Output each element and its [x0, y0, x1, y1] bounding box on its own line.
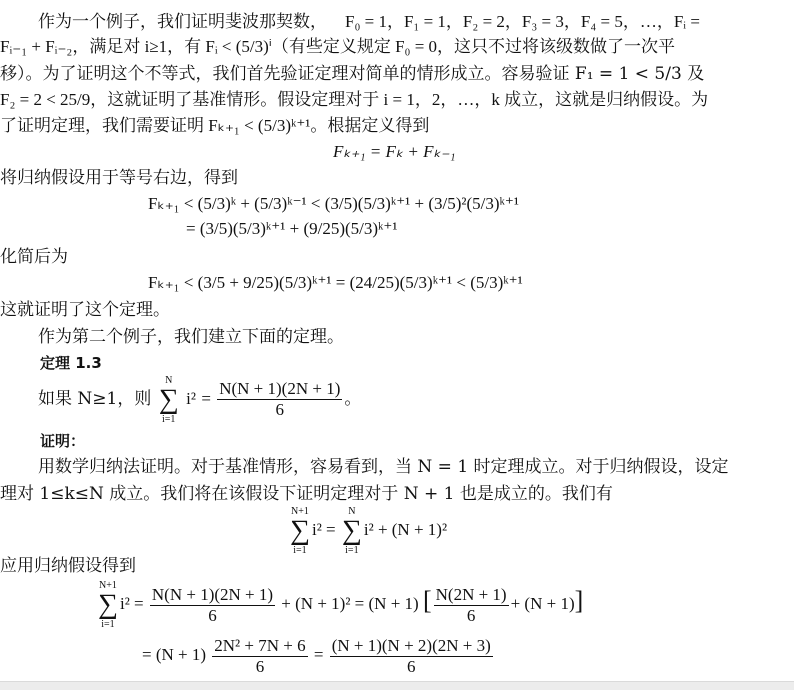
proof-label: 证明： — [40, 432, 86, 450]
paragraph-line-7: 化简后为 — [0, 247, 68, 267]
fraction-numerator: N(N + 1)(2N + 1) — [219, 379, 341, 398]
paragraph-line-1a: 作为一个例子，我们证明斐波那契数， — [38, 12, 327, 32]
paragraph-line-3: 移）。为了证明这个不等式，我们首先验证定理对简单的情形成立。容易验证 F₁ = 1 < 5/3 及 — [0, 64, 705, 84]
paragraph-line-11: 理对 1≤k≤N 成立。我们将在该假设下证明定理对于 N + 1 也是成立的。我们有 — [0, 484, 613, 504]
paragraph-line-1b: F₀ = 1，F₁ = 1，F₂ = 2，F₃ = 3，F₄ = 5，…，Fᵢ = — [345, 12, 700, 31]
theorem-label: 定理 1.3 — [40, 354, 102, 372]
equation-step-1: Fₖ₊₁ < (5/3)ᵏ + (5/3)ᵏ⁻¹ < (3/5)(5/3)ᵏ⁺¹ + (3/5)²(5/3)ᵏ⁺¹ — [148, 194, 519, 213]
paragraph-line-5: 了证明定理，我们需要证明 Fₖ₊₁ < (5/3)ᵏ⁺¹。根据定义得到 — [0, 116, 430, 135]
summation-symbol: N+1 ∑ i=1 — [98, 580, 118, 631]
equation-fibonacci-def: Fₖ₊₁ = Fₖ + Fₖ₋₁ — [333, 142, 456, 161]
paragraph-line-6: 将归纳假设用于等号右边，得到 — [0, 168, 238, 188]
equation-apply-hypothesis: N+1 ∑ i=1 i² = $\frac{N(N + 1)(2N + 1)}{6}$ + (N + 1)² = (N + 1) [ $\frac{N(2N + 1)}{6}$ + (N + 1)] — [98, 580, 584, 631]
theorem-text: 如果 N≥1，则 — [38, 389, 152, 409]
paragraph-line-2: Fᵢ₋₁ + Fᵢ₋₂，满足对 i≥1，有 Fᵢ < (5/3)ⁱ（有些定义规定 F₀ = 0，这只不过将该级数做了一次平 — [0, 37, 676, 56]
paragraph-line-9: 作为第二个例子，我们建立下面的定理。 — [38, 327, 344, 347]
sigma-glyph: ∑ — [158, 383, 179, 415]
sum-body: i² — [186, 389, 196, 408]
summation-symbol — [159, 375, 179, 425]
theorem-period: 。 — [344, 389, 362, 409]
equation-simplified: Fₖ₊₁ < (3/5 + 9/25)(5/3)ᵏ⁺¹ = (24/25)(5/3)ᵏ⁺¹ < (5/3)ᵏ⁺¹ — [148, 273, 523, 292]
equation-fraction: $\frac{\text{2N² + 7N + 6}}{6}$ — [214, 635, 306, 676]
theorem-fraction — [217, 379, 342, 420]
equation-sum-split: N+1 ∑ i=1 i² = N ∑ i=1 i² + (N + 1)² — [290, 506, 448, 556]
sum-lower: i=1 — [162, 413, 176, 425]
bottom-scroll-strip — [0, 681, 794, 690]
fraction-denominator: 6 — [275, 400, 285, 419]
paragraph-line-12: 应用归纳假设得到 — [0, 556, 136, 576]
sum-upper: N — [165, 374, 173, 386]
equation-fraction: $\frac{N(N + 1)(2N + 1)}{6}$ — [151, 584, 274, 625]
paragraph-line-4: F₂ = 2 < 25/9，这就证明了基准情形。假设定理对于 i = 1，2，…，k 成立，这就是归纳假设。为 — [0, 90, 709, 109]
equation-fraction: $\frac{(N + 1)(N + 2)(2N + 3)}{6}$ — [331, 635, 491, 676]
theorem-statement: 如果 N≥1，则 N ∑ i=1 i² = $\frac{N(N + 1)(2N + 1)}{6}$ 。 — [38, 374, 362, 425]
paragraph-line-8: 这就证明了这个定理。 — [0, 300, 170, 320]
equation-final: = (N + 1) $\frac{\text{2N² + 7N + 6}}{6}$ = $\frac{(N + 1)(N + 2)(2N + 3)}{6}$ — [142, 635, 491, 676]
summation-symbol: N ∑ i=1 — [341, 506, 362, 556]
equation-fraction: $\frac{N(2N + 1)}{6}$ — [435, 584, 507, 625]
paragraph-line-10: 用数学归纳法证明。对于基准情形，容易看到，当 N = 1 时定理成立。对于归纳假设，设定 — [38, 457, 729, 477]
summation-symbol: N+1 ∑ i=1 — [290, 506, 310, 556]
equation-step-2: = (3/5)(5/3)ᵏ⁺¹ + (9/25)(5/3)ᵏ⁺¹ — [186, 219, 398, 238]
